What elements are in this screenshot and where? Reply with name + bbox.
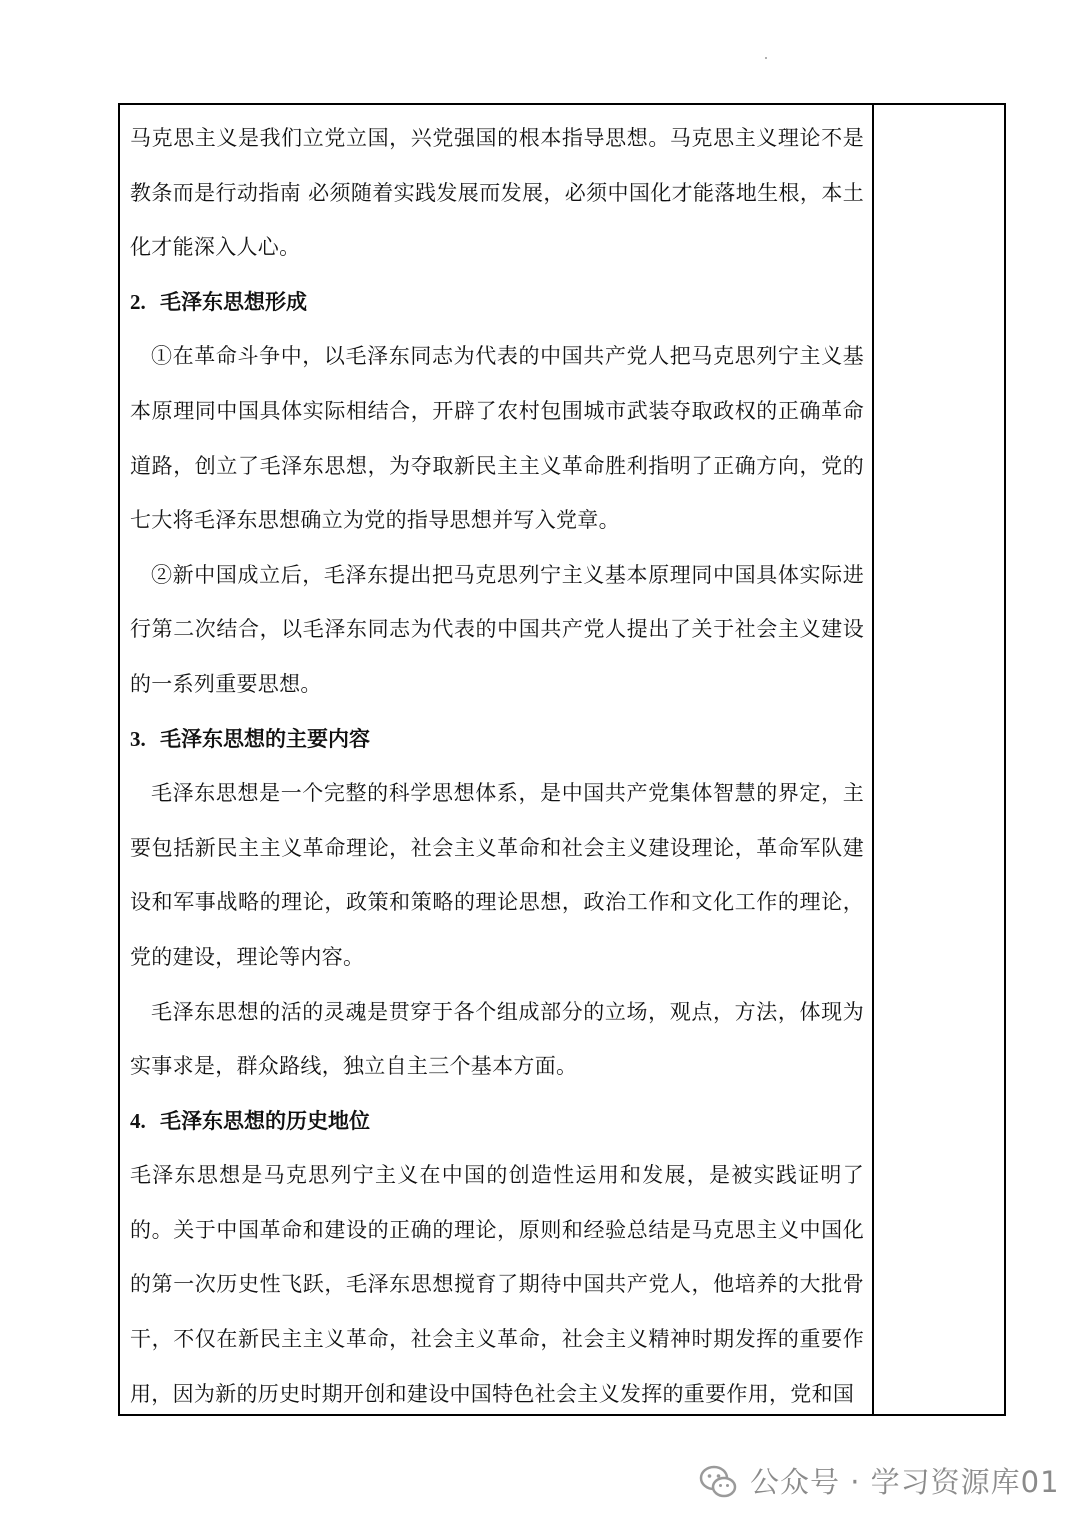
section-title: 毛泽东思想的历史地位: [160, 1107, 370, 1133]
content-table: [118, 103, 1006, 1416]
scan-dot: [765, 57, 767, 59]
paragraph-marxism: 马克思主义是我们立党立国，兴党强国的根本指导思想。马克思主义理论不是教条而是行动指南 必须随着实践发展而发展，必须中国化才能落地生根，本土化才能深入人心。: [130, 126, 864, 260]
section-heading-2: [130, 275, 864, 330]
watermark: [698, 1460, 1060, 1501]
side-cell: [874, 105, 1004, 1414]
paragraph-formation-2: ②新中国成立后，毛泽东提出把马克思列宁主义基本原理同中国具体实际进行第二次结合，以毛泽东同志为代表的中国共产党人提出了关于社会主义建设的一系列重要思想。: [130, 562, 864, 696]
paragraph-content-2: 毛泽东思想的活的灵魂是贯穿于各个组成部分的立场，观点，方法，体现为实事求是，群众路线，独立自主三个基本方面。: [130, 999, 864, 1079]
paragraph-formation-1: ①在革命斗争中，以毛泽东同志为代表的中国共产党人把马克思列宁主义基本原理同中国具体实际相结合，开辟了农村包围城市武装夺取政权的正确革命道路，创立了毛泽东思想，为夺取新民主主义革命胜利指明了正确方向，党的七大将毛泽东思想确立为党的指导思想并写入党章。: [130, 344, 864, 533]
section-title: 毛泽东思想形成: [160, 288, 307, 314]
paragraph-history: 毛泽东思想是马克思列宁主义在中国的创造性运用和发展，是被实践证明了的。关于中国革命和建设的正确的理论，原则和经验总结是马克思主义中国化的第一次历史性飞跃，毛泽东思想搅育了期待中国共产党人，他培养的大批骨干，不仅在新民主主义革命，社会主义革命，社会主义精神时期发挥的重要作用，因为新的历史时期开创和建设中国特色社会主义发挥的重要作用，党和国: [130, 1163, 864, 1406]
section-number: 2.: [130, 289, 146, 314]
section-heading-3: [130, 712, 864, 767]
section-number: 4.: [130, 1108, 146, 1133]
section-number: 3.: [130, 726, 146, 751]
paragraph-content-1: 毛泽东思想是一个完整的科学思想体系，是中国共产党集体智慧的界定，主要包括新民主主义革命理论，社会主义革命和社会主义建设理论，革命军队建设和军事战略的理论，政策和策略的理论思想，政治工作和文化工作的理论，党的建设，理论等内容。: [130, 781, 864, 969]
watermark-text: 公众号 · 学习资源库01: [750, 1465, 1060, 1499]
main-cell: [120, 105, 874, 1414]
wechat-icon: [698, 1461, 738, 1501]
section-title: 毛泽东思想的主要内容: [160, 725, 370, 751]
section-heading-4: [130, 1094, 864, 1149]
